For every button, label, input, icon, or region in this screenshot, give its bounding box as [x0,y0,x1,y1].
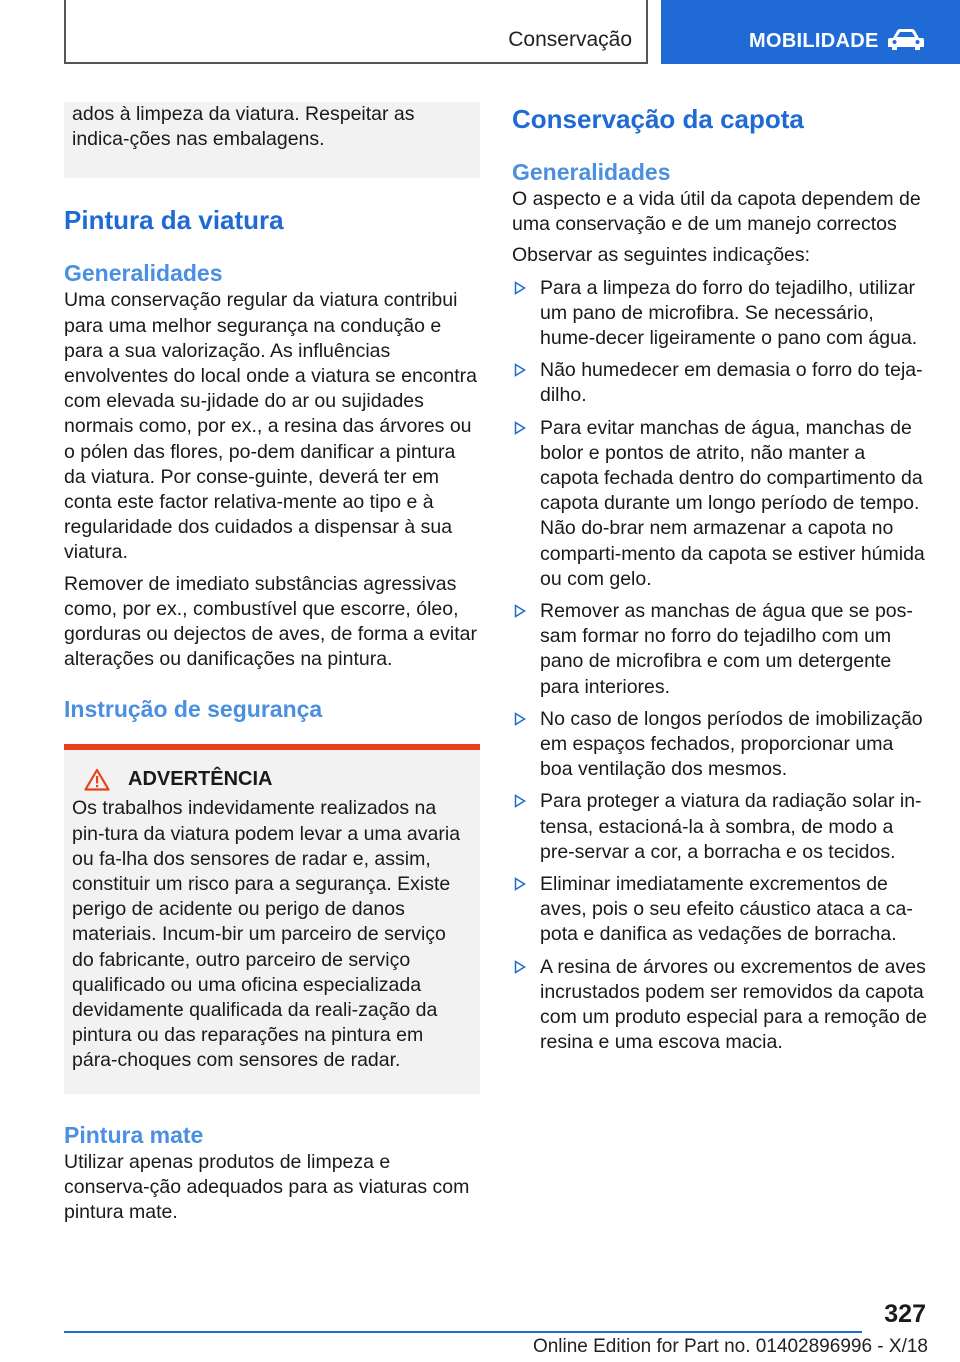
edition-note: Online Edition for Part no. 01402896996 - X/18 [532,1336,928,1357]
triangle-bullet-icon [514,877,526,891]
list-item: Para proteger a viatura da radiação solar in-tensa, estacioná-la à sombra, de modo a pre-servar a cor, a borracha e os tecidos. [512,789,928,865]
mobility-tab[interactable] [661,0,960,64]
warning-box [64,744,480,1093]
mobility-tab-label: MOBILIDADE [749,30,879,52]
triangle-bullet-icon [514,712,526,726]
list-item: Remover as manchas de água que se pos-sam formar no forro do tejadilho com um pano de microfibra e com um detergente para interiores. [512,599,928,700]
left-column [64,102,480,1231]
warning-triangle-icon [84,768,110,791]
triangle-bullet-icon [514,794,526,808]
intro-text: ados à limpeza da viatura. Respeitar as indica-ções nas embalagens. [72,103,415,151]
section-title: Conservação [508,28,632,51]
heading-soft-top: Conservação da capota [512,104,804,134]
intro-box [64,102,480,178]
matte-paragraph: Utilizar apenas produtos de limpeza e conserva-ção adequados para as viaturas com pintura mate. [64,1150,470,1224]
list-item: Não humedecer em demasia o forro do teja-dilho. [512,358,928,408]
heading-matte-paint: Pintura mate [64,1121,204,1148]
page-number: 327 [884,1300,926,1328]
warning-title: ADVERTÊNCIA [128,768,273,791]
footer-rule [64,1331,862,1333]
triangle-bullet-icon [514,421,526,435]
triangle-bullet-icon [514,281,526,295]
right-column [512,102,928,1063]
car-icon [887,28,925,52]
triangle-bullet-icon [514,960,526,974]
paint-paragraph-1: Uma conservação regular da viatura contribui para uma melhor segurança na condução e para a sua valorização. As influências envolventes do local onde a viatura se encontra com elevada su-jidade do ar ou sujidades normais como, por ex., a resina das árvores ou o pólen das flores, po-dem danificar a pintura da viatura. Por conse-guinte, deverá ter em conta este factor relativa-mente ao tipo e à regularidade dos cuidados a dispensar à sua viatura. [64,289,478,564]
heading-safety: Instrução de segurança [64,696,323,723]
list-item: Eliminar imediatamente excrementos de aves, pois o seu efeito cáustico ataca a ca-pota e danifica as vedações de borracha. [512,872,928,948]
list-item: Para evitar manchas de água, manchas de bolor e pontos de atrito, não manter a capota fechada dentro do compartimento da capota durante um longo período de tempo. Não do-brar nem armazenar a capota no comparti-mento da capota se estiver húmida ou com gelo. [512,416,928,592]
paint-paragraph-2: Remover de imediato substâncias agressivas como, por ex., combustível que escorre, óleo, gorduras ou dejectos de aves, de forma a evitar alterações ou danificações na pintura. [64,572,477,671]
heading-general-paint: Generalidades [64,260,223,287]
list-item: Para a limpeza do forro do tejadilho, utilizar um pano de microfibra. Se necessário, hume-decer ligeiramente o pano com água. [512,276,928,352]
warning-text: Os trabalhos indevidamente realizados na pin-tura da viatura podem levar a uma avaria ou fa-lha dos sensores de radar e, assim, constituir um risco para a segurança. Existe perigo de acidente ou perigo de danos materiais. Incum-bir um parceiro de serviço do fabricante, outro parceiro de serviço qualificado ou uma oficina especializada devidamente qualificada da reali-zação da pintura ou das reparações na pintura em pára-choques com sensores de radar. [72,797,461,1072]
header-frame [64,0,648,64]
triangle-bullet-icon [514,363,526,377]
list-item: A resina de árvores ou excrementos de aves incrustados podem ser removidos da capota com um produto especial para a remoção de resina e uma escova macia. [512,955,928,1056]
list-item: No caso de longos períodos de imobilização em espaços fechados, proporcionar uma boa ventilação dos mesmos. [512,707,928,783]
triangle-bullet-icon [514,604,526,618]
top-care-list [512,276,928,1056]
heading-general-top: Generalidades [512,159,671,185]
top-paragraph-1: O aspecto e a vida útil da capota dependem de uma conservação e de um manejo correctos [512,188,921,236]
heading-paint: Pintura da viatura [64,205,284,236]
top-paragraph-2: Observar as seguintes indicações: [512,244,811,267]
warning-header [72,768,472,791]
